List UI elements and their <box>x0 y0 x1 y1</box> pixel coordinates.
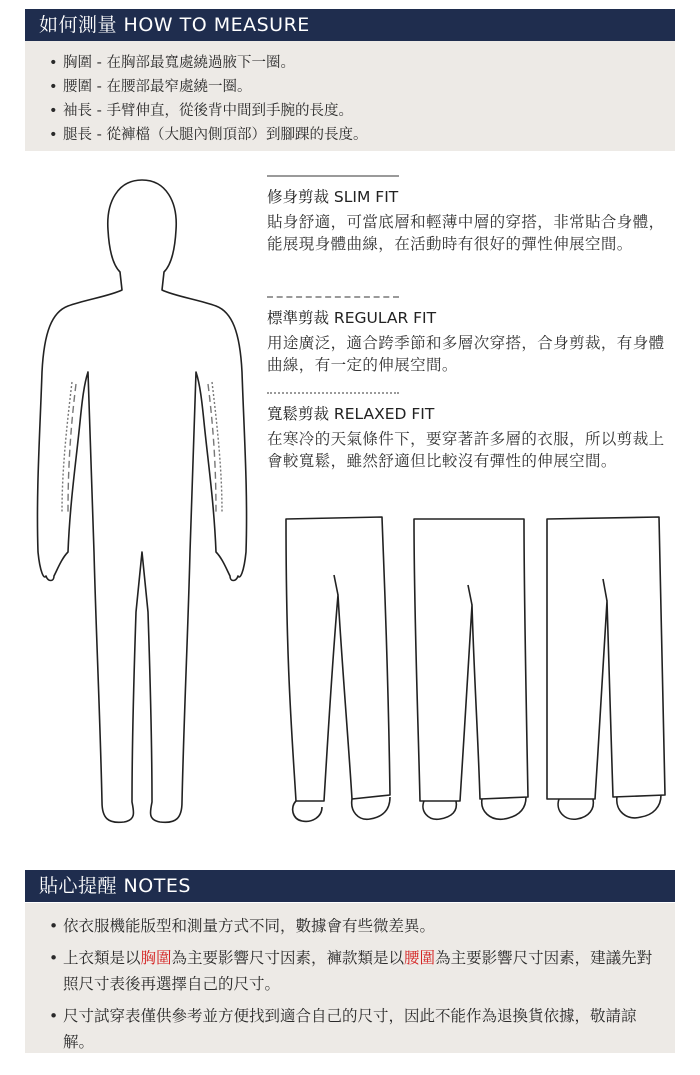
notes-list <box>43 913 655 1055</box>
notes-panel <box>25 903 675 1053</box>
left-side-dotted-line <box>62 382 72 512</box>
how-to-measure-panel <box>25 41 675 151</box>
regular-fit-title: 標準剪裁 REGULAR FIT <box>267 309 437 327</box>
notes-title: 貼心提醒 NOTES <box>39 875 191 897</box>
note-2-text-2: 為主要影響尺寸因素，褲款類是以 <box>171 949 405 967</box>
slim-fit-description: 貼身舒適，可當底層和輕薄中層的穿搭，非常貼合身體，能展現身體曲線，在活動時有很好的彈性伸展空間。 <box>267 213 665 253</box>
relaxed-fit-pants-illustration <box>543 515 669 829</box>
note-2-text-3: 為主要影響尺寸因素，建議先對照尺寸表後再選擇自己的尺寸。 <box>63 949 653 993</box>
measure-item-waist: • 腰圍 - 在腰部最窄處繞一圈。 <box>43 75 675 99</box>
relaxed-fit-description: 在寒冷的天氣條件下，要穿著許多層的衣服，所以剪裁上會較寬鬆，雖然舒適但比較沒有彈性的伸展空間。 <box>267 430 665 470</box>
body-outline-illustration <box>24 172 260 832</box>
relaxed-fit-title: 寬鬆剪裁 RELAXED FIT <box>267 405 435 423</box>
regular-fit-line <box>267 296 399 298</box>
note-item-1: • 依衣服機能版型和測量方式不同，數據會有些微差異。 <box>43 913 655 939</box>
right-side-dotted-line <box>212 382 222 512</box>
slim-fit-pants-illustration <box>278 515 404 829</box>
relaxed-fit-line <box>267 392 399 394</box>
slim-fit-title: 修身剪裁 SLIM FIT <box>267 188 399 206</box>
measure-item-chest: • 胸圍 - 在胸部最寬處繞過腋下一圈。 <box>43 51 675 75</box>
measure-list <box>43 51 675 147</box>
regular-fit-pants-illustration <box>410 515 536 829</box>
regular-fit-description: 用途廣泛，適合跨季節和多層次穿搭，合身剪裁，有身體曲線，有一定的伸展空間。 <box>267 334 665 374</box>
measure-item-sleeve: • 袖長 - 手臂伸直，從後背中間到手腕的長度。 <box>43 99 675 123</box>
note-item-2 <box>43 945 655 997</box>
how-to-measure-title: 如何測量 HOW TO MEASURE <box>39 14 310 36</box>
fit-relaxed <box>267 392 677 472</box>
notes-header <box>25 870 675 902</box>
note-2-highlight-waist: 腰圍 <box>404 949 436 967</box>
how-to-measure-header <box>25 9 675 41</box>
note-item-3: • 尺寸試穿表僅供參考並方便找到適合自己的尺寸，因此不能作為退換貨依據，敬請諒解。 <box>43 1003 655 1055</box>
measure-item-leg: • 腿長 - 從褲檔（大腿內側頂部）到腳踝的長度。 <box>43 123 675 147</box>
fit-slim <box>267 175 677 255</box>
body-outline <box>37 180 246 822</box>
note-2-text-1: 上衣類是以 <box>63 949 141 967</box>
fit-regular <box>267 296 677 376</box>
note-2-highlight-chest: 胸圍 <box>140 949 172 967</box>
slim-fit-line <box>267 175 399 177</box>
